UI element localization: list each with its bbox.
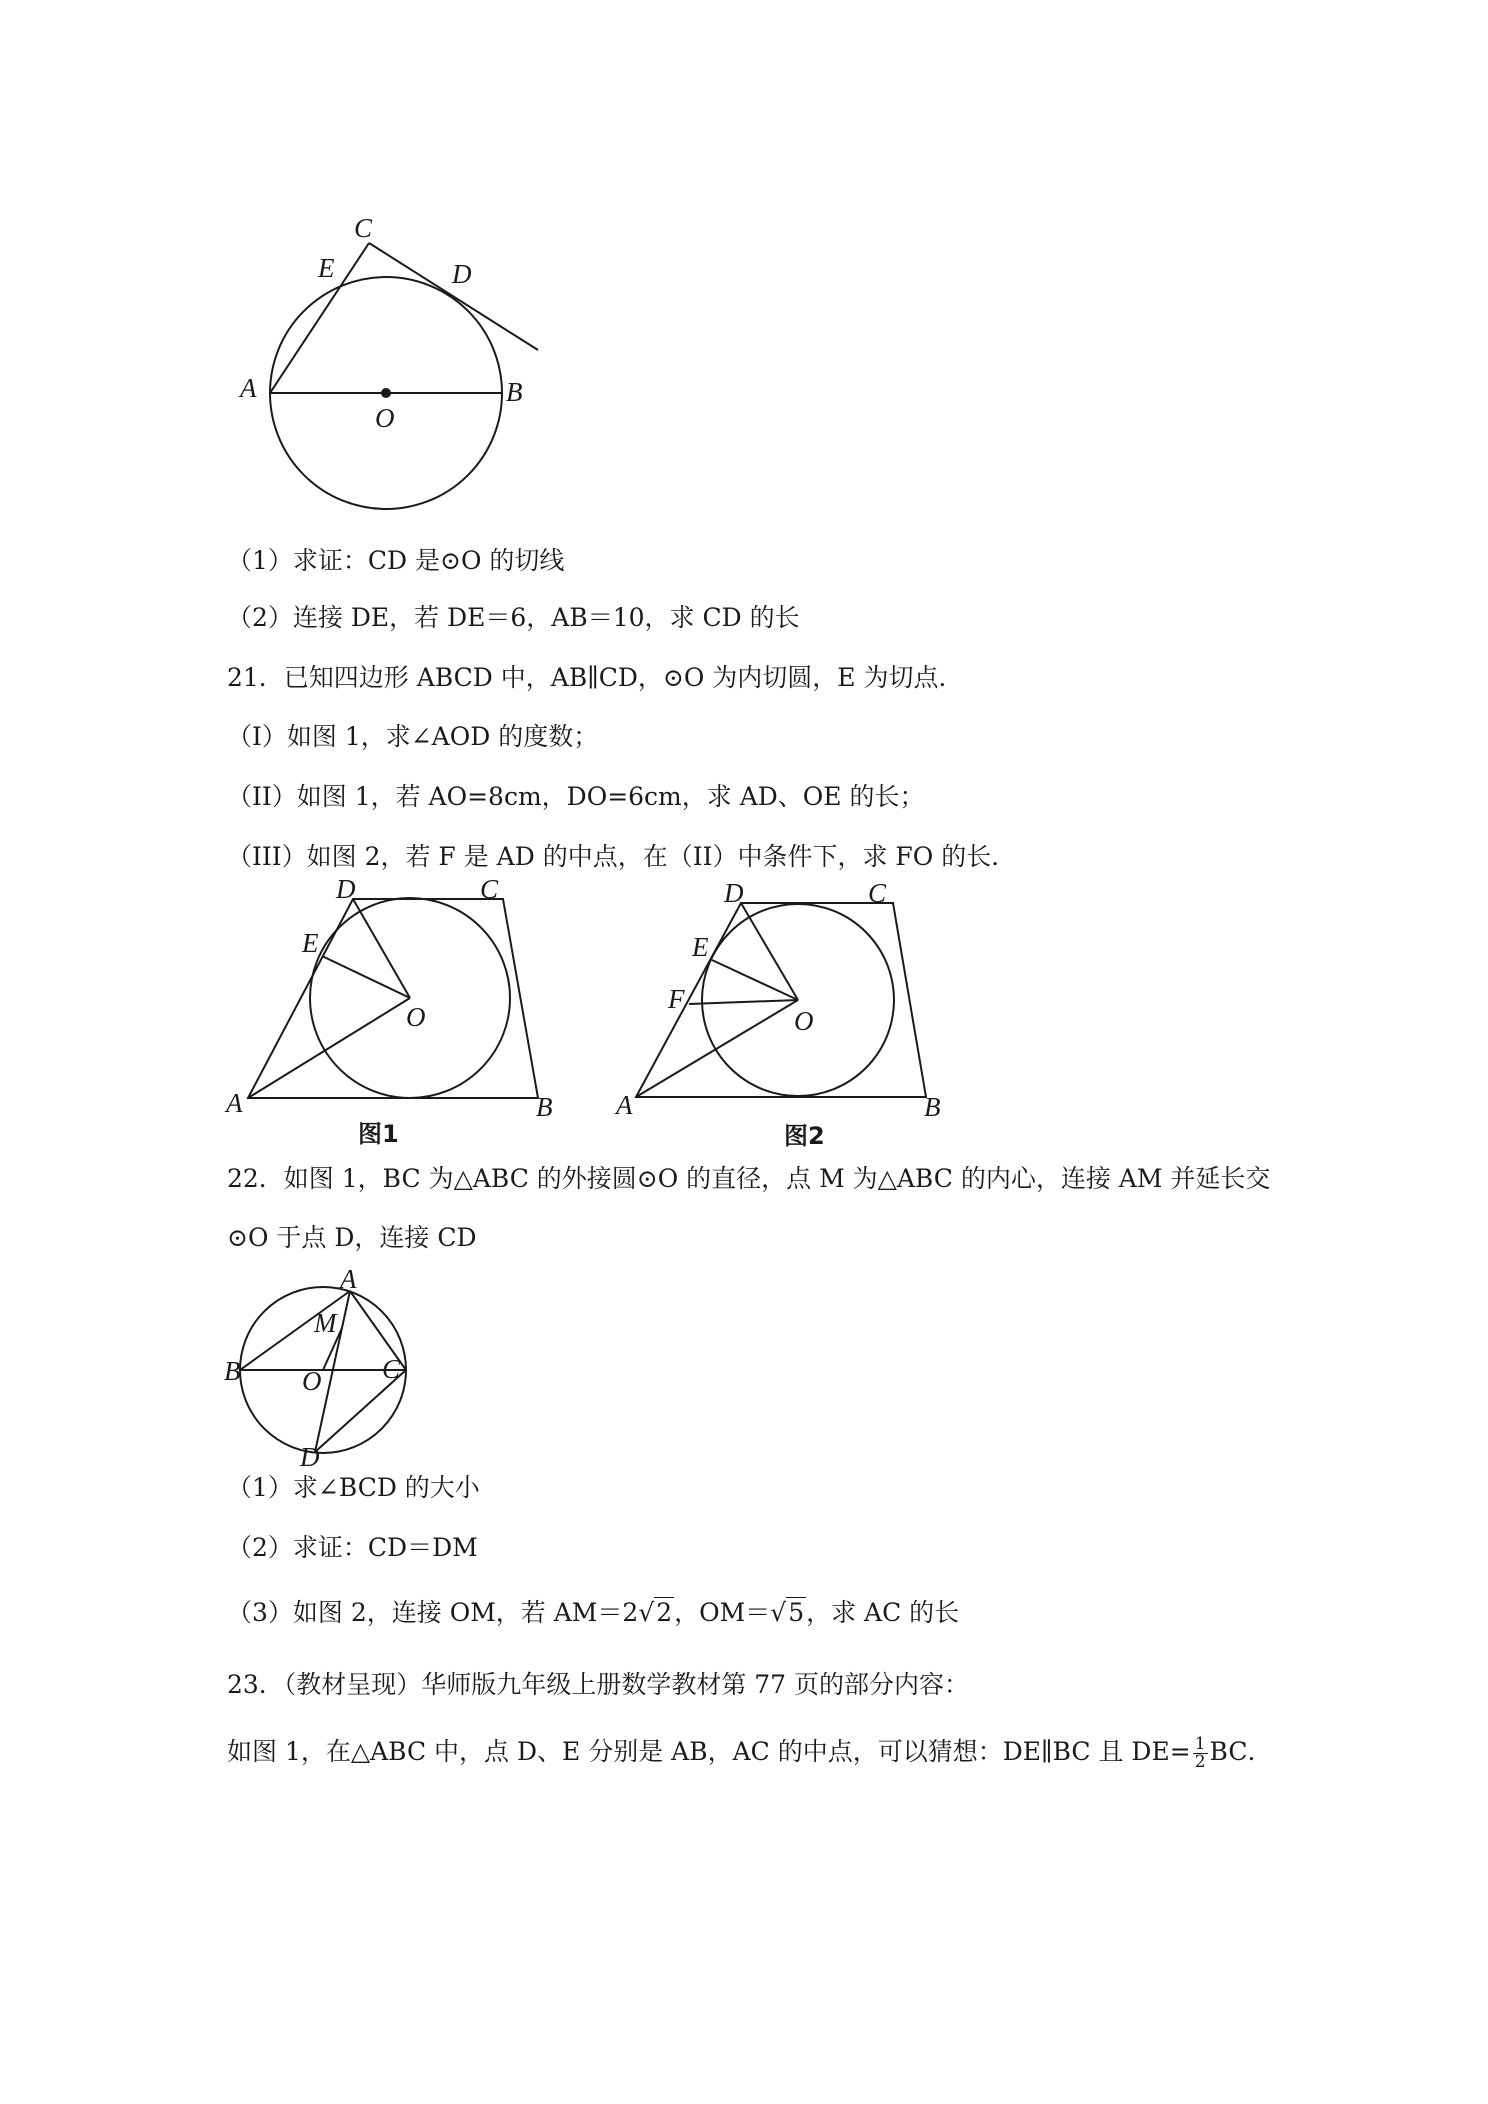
q23-line2-suffix: BC． bbox=[1209, 1737, 1273, 1766]
circumcircle-incenter-figure bbox=[222, 1270, 422, 1468]
fraction-numerator: 1 bbox=[1194, 1734, 1206, 1754]
am-radicand: 2 bbox=[656, 1598, 673, 1627]
figure-caption: 图1 bbox=[358, 1120, 399, 1148]
label-d: D bbox=[452, 259, 472, 289]
label-b: B bbox=[536, 1092, 553, 1122]
q22-part3-prefix: （3）如图 2，连接 OM，若 AM＝ bbox=[227, 1598, 623, 1627]
figure-caption: 图2 bbox=[784, 1122, 825, 1150]
label-c: C bbox=[354, 213, 373, 243]
segment-ao bbox=[636, 1000, 798, 1097]
fraction-denominator: 2 bbox=[1194, 1752, 1206, 1772]
trapezoid-figure-2 bbox=[612, 880, 952, 1152]
om-radicand: 5 bbox=[788, 1598, 805, 1627]
label-m: M bbox=[314, 1308, 337, 1338]
label-a: A bbox=[340, 1270, 357, 1294]
label-b: B bbox=[506, 377, 523, 407]
label-o: O bbox=[302, 1366, 322, 1396]
q21-part2: （II）如图 1，若 AO=8cm，DO=6cm，求 AD、OE 的长； bbox=[227, 782, 925, 811]
label-f: F bbox=[668, 984, 685, 1014]
om-sqrt: √5 bbox=[770, 1598, 805, 1627]
fraction-half bbox=[1193, 1736, 1208, 1771]
trapezoid-abcd bbox=[248, 899, 538, 1098]
label-a: A bbox=[616, 1090, 633, 1120]
q23-line2-prefix: 如图 1，在△ABC 中，点 D、E 分别是 AB，AC 的中点，可以猜想：DE∥BC 且 DE= bbox=[227, 1737, 1191, 1766]
q22-part3-suffix: ，求 AC 的长 bbox=[806, 1598, 960, 1627]
label-c: C bbox=[480, 880, 499, 904]
q22-part3 bbox=[227, 1596, 959, 1630]
q22-part3-mid: ，OM＝ bbox=[674, 1598, 771, 1627]
label-b: B bbox=[924, 1092, 941, 1122]
q21-stem: 21．已知四边形 ABCD 中，AB∥CD，⊙O 为内切圆，E 为切点． bbox=[227, 663, 964, 692]
am-sqrt: √2 bbox=[638, 1598, 673, 1627]
label-o: O bbox=[406, 1002, 426, 1032]
q20-part2: （2）连接 DE，若 DE＝6，AB＝10，求 CD 的长 bbox=[227, 603, 800, 632]
label-a: A bbox=[226, 1088, 243, 1118]
label-e: E bbox=[302, 928, 319, 958]
q20-part1: （1）求证：CD 是⊙O 的切线 bbox=[227, 546, 565, 575]
label-o: O bbox=[794, 1006, 814, 1036]
label-e: E bbox=[692, 932, 709, 962]
segment-ao bbox=[248, 998, 410, 1098]
q22-stem-line2: ⊙O 于点 D，连接 CD bbox=[227, 1223, 477, 1252]
segment-do bbox=[741, 903, 798, 1000]
label-e: E bbox=[318, 253, 335, 283]
segment-fo bbox=[689, 1000, 798, 1004]
q21-part3: （III）如图 2，若 F 是 AD 的中点，在（II）中条件下，求 FO 的长． bbox=[227, 842, 1017, 871]
q21-part1: （I）如图 1，求∠AOD 的度数； bbox=[227, 722, 599, 751]
label-d: D bbox=[336, 880, 356, 904]
q22-stem-line1: 22．如图 1，BC 为△ABC 的外接圆⊙O 的直径，点 M 为△ABC 的内心，连接 AM 并延长交 bbox=[227, 1164, 1271, 1193]
label-a: A bbox=[240, 373, 257, 403]
q23-stem: 23．（教材呈现）华师版九年级上册数学教材第 77 页的部分内容： bbox=[227, 1670, 970, 1699]
label-d: D bbox=[724, 880, 744, 908]
circle-tangent-figure bbox=[230, 205, 550, 525]
am-coefficient: 2 bbox=[622, 1598, 639, 1627]
trapezoid-figure-1 bbox=[222, 880, 562, 1150]
label-b: B bbox=[224, 1356, 241, 1386]
q23-line2 bbox=[227, 1735, 1272, 1771]
segment-do bbox=[353, 899, 410, 998]
center-point-o bbox=[381, 388, 391, 398]
label-c: C bbox=[382, 1354, 401, 1384]
label-o: O bbox=[375, 403, 395, 433]
q22-part2: （2）求证：CD＝DM bbox=[227, 1533, 478, 1562]
q22-part1: （1）求∠BCD 的大小 bbox=[227, 1473, 480, 1502]
label-c: C bbox=[868, 880, 887, 908]
label-d: D bbox=[300, 1442, 320, 1468]
